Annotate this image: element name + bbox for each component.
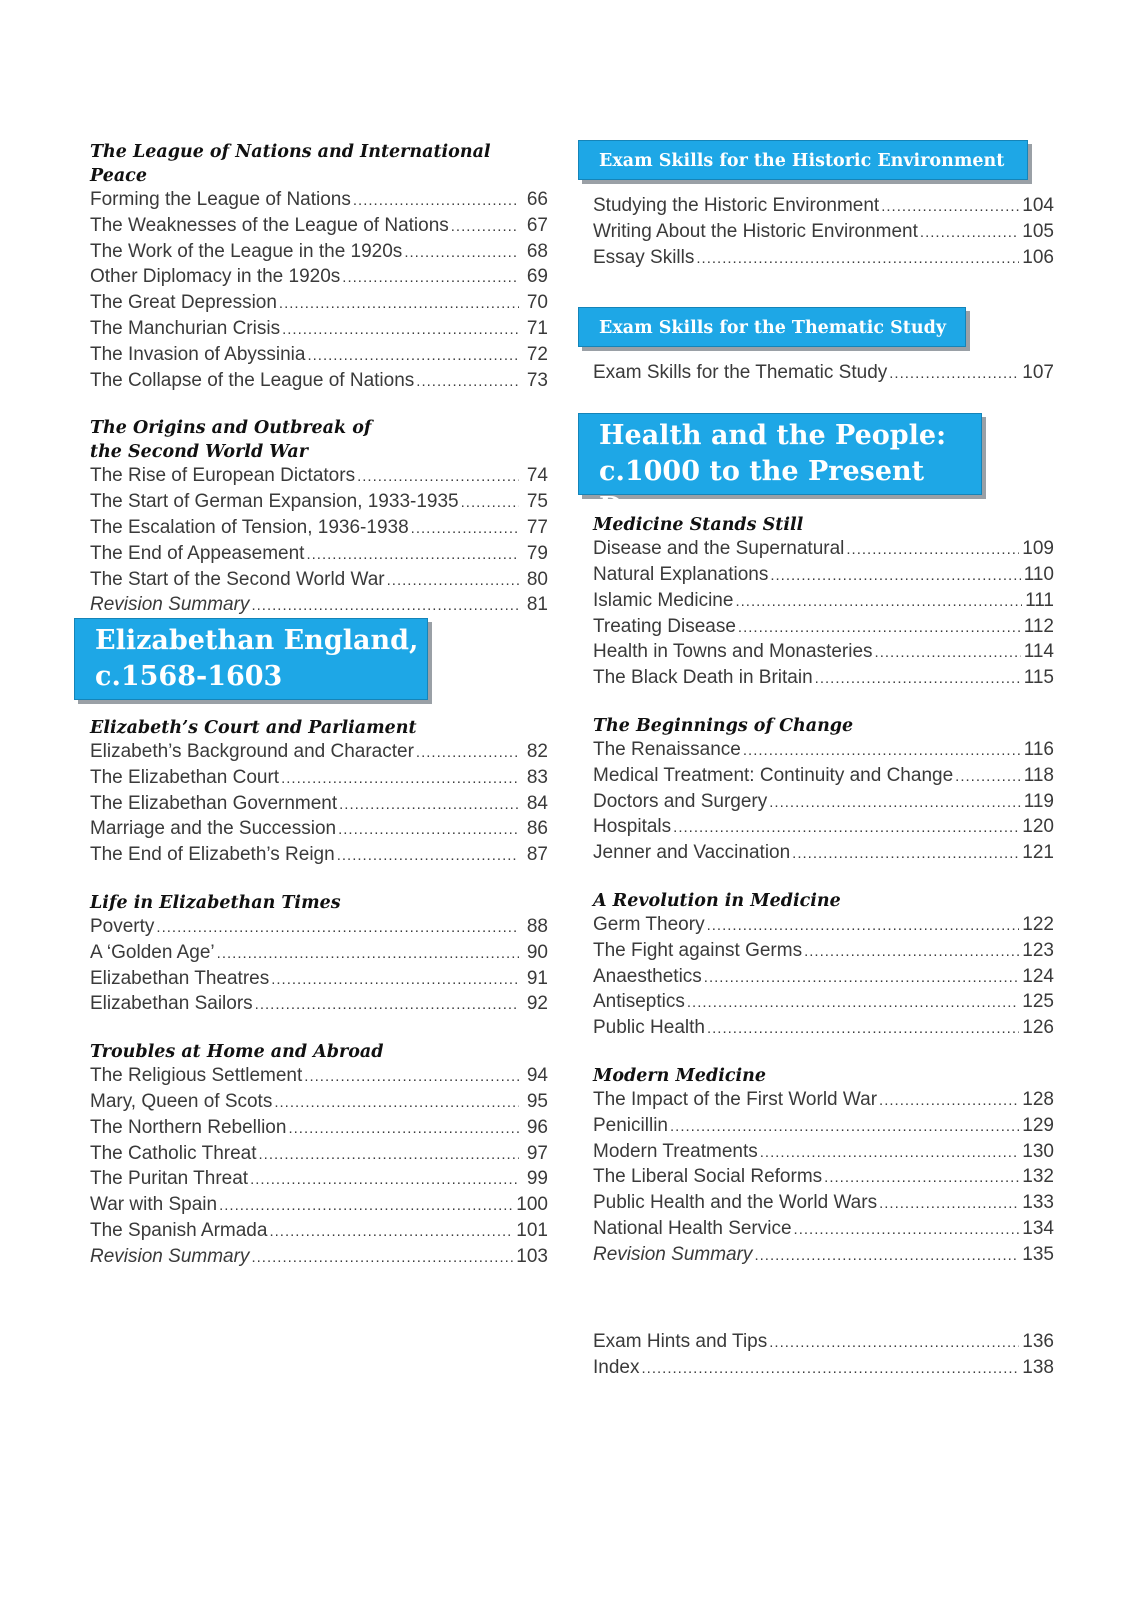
toc-leader-dots [259, 1143, 519, 1168]
toc-entry [593, 589, 1054, 615]
toc-section-title: The Origins and Outbreak of the Second World War [90, 418, 372, 463]
toc-entry-title: The Renaissance [593, 738, 741, 760]
toc-entry [90, 1167, 548, 1193]
toc-entry-title: Essay Skills [593, 246, 695, 268]
toc-entry [593, 615, 1054, 641]
toc-entry [593, 1243, 1054, 1269]
toc-page-number: 114 [1023, 641, 1054, 663]
toc-leader-dots [769, 1331, 1019, 1356]
toc-page-number: 81 [526, 594, 548, 616]
toc-leader-dots [251, 1246, 513, 1271]
toc-page-number: 106 [1022, 246, 1054, 268]
toc-page-number: 75 [526, 491, 548, 513]
toc-leader-dots [707, 914, 1020, 939]
toc-page-number: 123 [1022, 939, 1054, 961]
health-heading-line2: c.1000 to the Present Day [599, 456, 925, 524]
toc-entry-title: The Work of the League in the 1920s [90, 240, 403, 262]
toc-entry [90, 568, 548, 594]
toc-page-number: 95 [526, 1090, 548, 1112]
toc-leader-dots [387, 569, 519, 594]
toc-entry-title: The Catholic Threat [90, 1142, 257, 1164]
toc-entry-title: The Start of the Second World War [90, 568, 385, 590]
toc-entry [90, 766, 548, 792]
toc-page-number: 109 [1022, 538, 1054, 560]
toc-entry [90, 188, 548, 214]
toc-entry-title: Natural Explanations [593, 563, 769, 585]
toc-leader-dots [416, 741, 519, 766]
toc-leader-dots [219, 1194, 513, 1219]
toc-page-number: 69 [526, 266, 548, 288]
toc-entry [593, 666, 1054, 692]
toc-entry [90, 967, 548, 993]
toc-entry-title: Medical Treatment: Continuity and Change [593, 764, 954, 786]
toc-page-number: 92 [526, 993, 548, 1015]
toc-leader-dots [269, 1220, 513, 1245]
toc-page-number: 128 [1022, 1088, 1054, 1110]
toc-entry [593, 194, 1054, 220]
toc-leader-dots [889, 362, 1019, 387]
toc-page-number: 101 [516, 1219, 548, 1241]
toc-page-number: 119 [1023, 790, 1054, 812]
toc-section [593, 714, 1054, 867]
toc-page-number: 116 [1023, 738, 1054, 760]
toc-leader-dots [217, 942, 519, 967]
toc-page-number: 94 [526, 1065, 548, 1087]
left-column [90, 140, 548, 641]
exam-skills-thematic-list [578, 361, 1054, 387]
left-bottom-sections [90, 716, 548, 1293]
toc-entry-title: Revision Summary [90, 594, 250, 616]
toc-entry [90, 1219, 548, 1245]
toc-leader-dots [304, 1065, 519, 1090]
toc-leader-dots [156, 916, 519, 941]
toc-leader-dots [738, 616, 1021, 641]
toc-page-number: 118 [1023, 764, 1054, 786]
toc-section-title: Life in Elizabethan Times [90, 892, 341, 913]
toc-page-number: 67 [526, 214, 548, 236]
toc-entry-title: The Black Death in Britain [593, 667, 813, 689]
toc-leader-dots [279, 292, 519, 317]
toc-entry-title: The Impact of the First World War [593, 1088, 878, 1110]
toc-page-number: 129 [1022, 1114, 1054, 1136]
toc-page-number: 132 [1022, 1166, 1054, 1188]
toc-entry [593, 563, 1054, 589]
toc-entry-title: The Elizabethan Court [90, 766, 280, 788]
toc-section [90, 140, 548, 394]
right-column [578, 140, 1054, 1291]
toc-entry-title: Jenner and Vaccination [593, 842, 791, 864]
toc-page-number: 74 [526, 465, 548, 487]
toc-entry-title: Treating Disease [593, 615, 736, 637]
toc-entry [90, 593, 548, 619]
toc-page-number: 107 [1022, 362, 1054, 384]
toc-entry-title: The Invasion of Abyssinia [90, 343, 306, 365]
toc-entry-title: The Northern Rebellion [90, 1116, 287, 1138]
toc-leader-dots [881, 195, 1019, 220]
toc-section [90, 716, 548, 869]
toc-leader-dots [342, 266, 519, 291]
toc-entry [593, 1191, 1054, 1217]
toc-leader-dots [794, 1218, 1020, 1243]
toc-entry-title: Marriage and the Succession [90, 818, 337, 840]
toc-section [593, 1064, 1054, 1269]
toc-leader-dots [306, 543, 519, 568]
toc-page-number: 80 [526, 568, 548, 590]
toc-entry [90, 915, 548, 941]
toc-entry-title: Studying the Historic Environment [593, 195, 880, 216]
toc-page-number: 135 [1022, 1243, 1054, 1265]
toc-leader-dots [879, 1192, 1019, 1217]
toc-leader-dots [696, 247, 1019, 272]
toc-leader-dots [250, 1168, 519, 1193]
toc-page-number: 84 [526, 792, 548, 814]
toc-entry-title: Islamic Medicine [593, 589, 734, 611]
toc-entry-title: The Manchurian Crisis [90, 317, 281, 339]
toc-leader-dots [411, 517, 519, 542]
toc-entry [90, 214, 548, 240]
toc-leader-dots [704, 966, 1020, 991]
toc-entry-title: War with Spain [90, 1194, 218, 1216]
toc-page-number: 99 [526, 1168, 548, 1190]
toc-page-number: 71 [526, 317, 548, 339]
toc-entry [593, 965, 1054, 991]
toc-page-number: 125 [1022, 991, 1054, 1013]
toc-leader-dots [769, 791, 1020, 816]
exam-skills-historic-list [578, 194, 1054, 271]
toc-page-number: 122 [1022, 913, 1054, 935]
toc-page-number: 105 [1022, 220, 1054, 242]
toc-entry-title: A ‘Golden Age’ [90, 941, 215, 963]
toc-entry-title: Public Health and the World Wars [593, 1192, 878, 1214]
toc-entry-title: National Health Service [593, 1217, 792, 1239]
toc-page-number: 120 [1022, 816, 1054, 838]
toc-entry [90, 843, 548, 869]
toc-entry-title: Mary, Queen of Scots [90, 1090, 273, 1112]
toc-entry-title: Elizabethan Sailors [90, 993, 253, 1015]
toc-leader-dots [288, 1117, 519, 1142]
toc-leader-dots [339, 793, 519, 818]
toc-leader-dots [337, 844, 519, 869]
health-heading-line1: Health and the People: [599, 420, 947, 452]
toc-leader-dots [735, 590, 1022, 615]
toc-entry [593, 939, 1054, 965]
toc-entry [593, 361, 1054, 387]
toc-page-number: 126 [1022, 1017, 1054, 1039]
toc-page-number: 97 [526, 1142, 548, 1164]
toc-page-number: 134 [1022, 1217, 1054, 1239]
toc-section-title: A Revolution in Medicine [593, 890, 841, 911]
toc-entry-title: The Great Depression [90, 292, 277, 314]
toc-leader-dots [955, 765, 1021, 790]
toc-entry-title: Index [593, 1356, 640, 1378]
toc-leader-dots [357, 465, 519, 490]
toc-page-number: 88 [526, 915, 548, 937]
toc-leader-dots [920, 221, 1019, 246]
toc-entry [593, 790, 1054, 816]
toc-entry [90, 240, 548, 266]
toc-entry [593, 990, 1054, 1016]
toc-entry-title: Revision Summary [593, 1243, 753, 1265]
toc-page-number: 100 [516, 1194, 548, 1216]
toc-leader-dots [815, 667, 1021, 692]
toc-leader-dots [641, 1357, 1019, 1382]
toc-entry [593, 1088, 1054, 1114]
toc-leader-dots [687, 991, 1019, 1016]
toc-entry-title: The Collapse of the League of Nations [90, 369, 415, 391]
toc-leader-dots [461, 491, 519, 516]
toc-leader-dots [846, 538, 1019, 563]
toc-section-title: Modern Medicine [593, 1065, 767, 1086]
toc-entry [593, 841, 1054, 867]
toc-entry [90, 343, 548, 369]
toc-entry [593, 764, 1054, 790]
toc-leader-dots [875, 641, 1021, 666]
exam-skills-historic-heading: Exam Skills for the Historic Environment [578, 140, 1028, 180]
toc-page-number: 70 [526, 292, 548, 314]
toc-section-title: The League of Nations and International Peace [90, 142, 491, 186]
toc-leader-dots [792, 842, 1019, 867]
toc-entry [593, 1217, 1054, 1243]
toc-entry [593, 246, 1054, 272]
toc-section-title: Troubles at Home and Abroad [90, 1042, 384, 1063]
toc-page-number: 133 [1022, 1192, 1054, 1214]
toc-entry [90, 1193, 548, 1219]
toc-entry [90, 992, 548, 1018]
toc-entry [593, 913, 1054, 939]
toc-entry-title: The Spanish Armada [90, 1219, 268, 1241]
toc-page-number: 124 [1022, 965, 1054, 987]
toc-entry-title: The End of Appeasement [90, 542, 305, 564]
toc-leader-dots [824, 1166, 1019, 1191]
toc-section [90, 1040, 548, 1270]
toc-entry-title: Writing About the Historic Environment [593, 220, 918, 242]
toc-leader-dots [416, 370, 519, 395]
toc-entry [593, 537, 1054, 563]
toc-entry-title: Elizabeth’s Background and Character [90, 741, 414, 762]
toc-entry-title: Doctors and Surgery [593, 790, 768, 812]
toc-entry [593, 1016, 1054, 1042]
toc-page-number: 96 [526, 1116, 548, 1138]
toc-entry [593, 815, 1054, 841]
toc-leader-dots [670, 1115, 1019, 1140]
toc-entry [593, 1330, 1054, 1356]
toc-section-title: Medicine Stands Still [593, 515, 804, 536]
toc-page-number: 91 [526, 967, 548, 989]
toc-page-number: 112 [1023, 615, 1054, 637]
toc-entry [593, 220, 1054, 246]
toc-section-title: Elizabeth’s Court and Parliament [90, 718, 417, 738]
toc-entry [593, 1114, 1054, 1140]
toc-section [90, 891, 548, 1018]
toc-page-number: 104 [1022, 195, 1054, 216]
toc-entry-title: The Religious Settlement [90, 1065, 303, 1087]
toc-entry-title: Antiseptics [593, 991, 685, 1013]
toc-section [593, 889, 1054, 1042]
toc-page-number: 68 [526, 240, 548, 262]
toc-entry [90, 1116, 548, 1142]
toc-entry [593, 1140, 1054, 1166]
toc-entry [90, 317, 548, 343]
toc-leader-dots [879, 1089, 1019, 1114]
toc-entry-title: Penicillin [593, 1114, 668, 1136]
toc-entry [593, 738, 1054, 764]
elizabethan-heading-line2: c.1568-1603 [95, 661, 283, 692]
exam-skills-thematic-heading: Exam Skills for the Thematic Study [578, 307, 966, 347]
health-and-people-heading-box [578, 413, 982, 524]
toc-entry [90, 1064, 548, 1090]
toc-leader-dots [743, 739, 1021, 764]
toc-entry-title: The Liberal Social Reforms [593, 1166, 823, 1188]
toc-page-number: 72 [526, 343, 548, 365]
toc-entry [90, 490, 548, 516]
toc-entry-title: Anaesthetics [593, 965, 702, 987]
toc-page-number: 83 [526, 766, 548, 788]
toc-page-number: 130 [1022, 1140, 1054, 1162]
toc-entry-title: Health in Towns and Monasteries [593, 641, 873, 663]
toc-page-number: 90 [526, 941, 548, 963]
toc-leader-dots [804, 940, 1019, 965]
toc-page-number: 82 [526, 741, 548, 762]
toc-entry-title: The Elizabethan Government [90, 792, 338, 814]
toc-section [90, 416, 548, 619]
toc-entry [90, 1142, 548, 1168]
toc-page-number: 87 [526, 844, 548, 866]
toc-entry [90, 464, 548, 490]
toc-page-number: 111 [1025, 589, 1054, 611]
toc-leader-dots [754, 1244, 1019, 1269]
toc-leader-dots [251, 594, 519, 619]
toc-entry-title: The Weaknesses of the League of Nations [90, 214, 449, 236]
elizabethan-heading-line1: Elizabethan England, [95, 625, 419, 656]
toc-entry [90, 291, 548, 317]
toc-entry [90, 542, 548, 568]
toc-leader-dots [770, 564, 1020, 589]
toc-leader-dots [707, 1017, 1019, 1042]
toc-section [593, 513, 1054, 692]
toc-page-number: 110 [1023, 563, 1054, 585]
toc-entry-title: Elizabethan Theatres [90, 967, 270, 989]
toc-leader-dots [271, 968, 519, 993]
toc-entry [90, 1090, 548, 1116]
toc-entry [90, 1245, 548, 1271]
toc-entry-title: Exam Skills for the Thematic Study [593, 362, 888, 384]
toc-entry-title: The Rise of European Dictators [90, 465, 356, 487]
toc-entry-title: Revision Summary [90, 1245, 250, 1267]
toc-entry-title: Exam Hints and Tips [593, 1331, 768, 1352]
toc-page-number: 103 [516, 1245, 548, 1267]
toc-leader-dots [338, 818, 519, 843]
left-top-sections [90, 140, 548, 619]
toc-leader-dots [404, 241, 519, 266]
toc-entry [90, 265, 548, 291]
toc-entry-title: Hospitals [593, 816, 672, 838]
toc-leader-dots [282, 318, 519, 343]
toc-entry [90, 817, 548, 843]
toc-entry-title: The End of Elizabeth’s Reign [90, 844, 335, 866]
toc-entry-title: The Puritan Threat [90, 1168, 249, 1190]
toc-entry-title: Modern Treatments [593, 1140, 758, 1162]
toc-entry [90, 369, 548, 395]
toc-page-number: 66 [526, 189, 548, 210]
toc-page-number: 77 [526, 516, 548, 538]
toc-entry [90, 941, 548, 967]
toc-section-title: The Beginnings of Change [593, 715, 854, 736]
toc-page-number: 138 [1022, 1356, 1054, 1378]
toc-leader-dots [673, 816, 1019, 841]
toc-leader-dots [451, 215, 519, 240]
toc-leader-dots [274, 1091, 519, 1116]
toc-leader-dots [760, 1141, 1020, 1166]
toc-leader-dots [307, 344, 519, 369]
toc-page-number: 121 [1022, 842, 1054, 864]
toc-entry [593, 1356, 1054, 1382]
toc-page-number: 136 [1022, 1331, 1054, 1352]
toc-entry-title: The Start of German Expansion, 1933-1935 [90, 491, 459, 513]
elizabethan-england-heading-box [74, 618, 428, 700]
toc-entry [593, 640, 1054, 666]
toc-leader-dots [255, 993, 519, 1018]
toc-entry-title: The Escalation of Tension, 1936-1938 [90, 516, 409, 538]
toc-page-number: 86 [526, 818, 548, 840]
toc-entry-title: Other Diplomacy in the 1920s [90, 266, 341, 288]
toc-entry-title: The Fight against Germs [593, 939, 803, 961]
toc-entry [90, 792, 548, 818]
end-list [593, 1330, 1054, 1382]
toc-entry-title: Germ Theory [593, 913, 705, 935]
toc-leader-dots [353, 189, 519, 214]
toc-page-number: 73 [526, 369, 548, 391]
toc-page-number: 79 [526, 542, 548, 564]
toc-leader-dots [281, 767, 519, 792]
health-sections [578, 513, 1054, 1268]
toc-entry [90, 740, 548, 766]
toc-entry [90, 516, 548, 542]
toc-entry-title: Disease and the Supernatural [593, 538, 845, 560]
toc-entry-title: Public Health [593, 1017, 705, 1039]
toc-entry [593, 1165, 1054, 1191]
toc-entry-title: Forming the League of Nations [90, 189, 351, 210]
toc-page-number: 115 [1023, 667, 1054, 689]
toc-entry-title: Poverty [90, 915, 155, 937]
